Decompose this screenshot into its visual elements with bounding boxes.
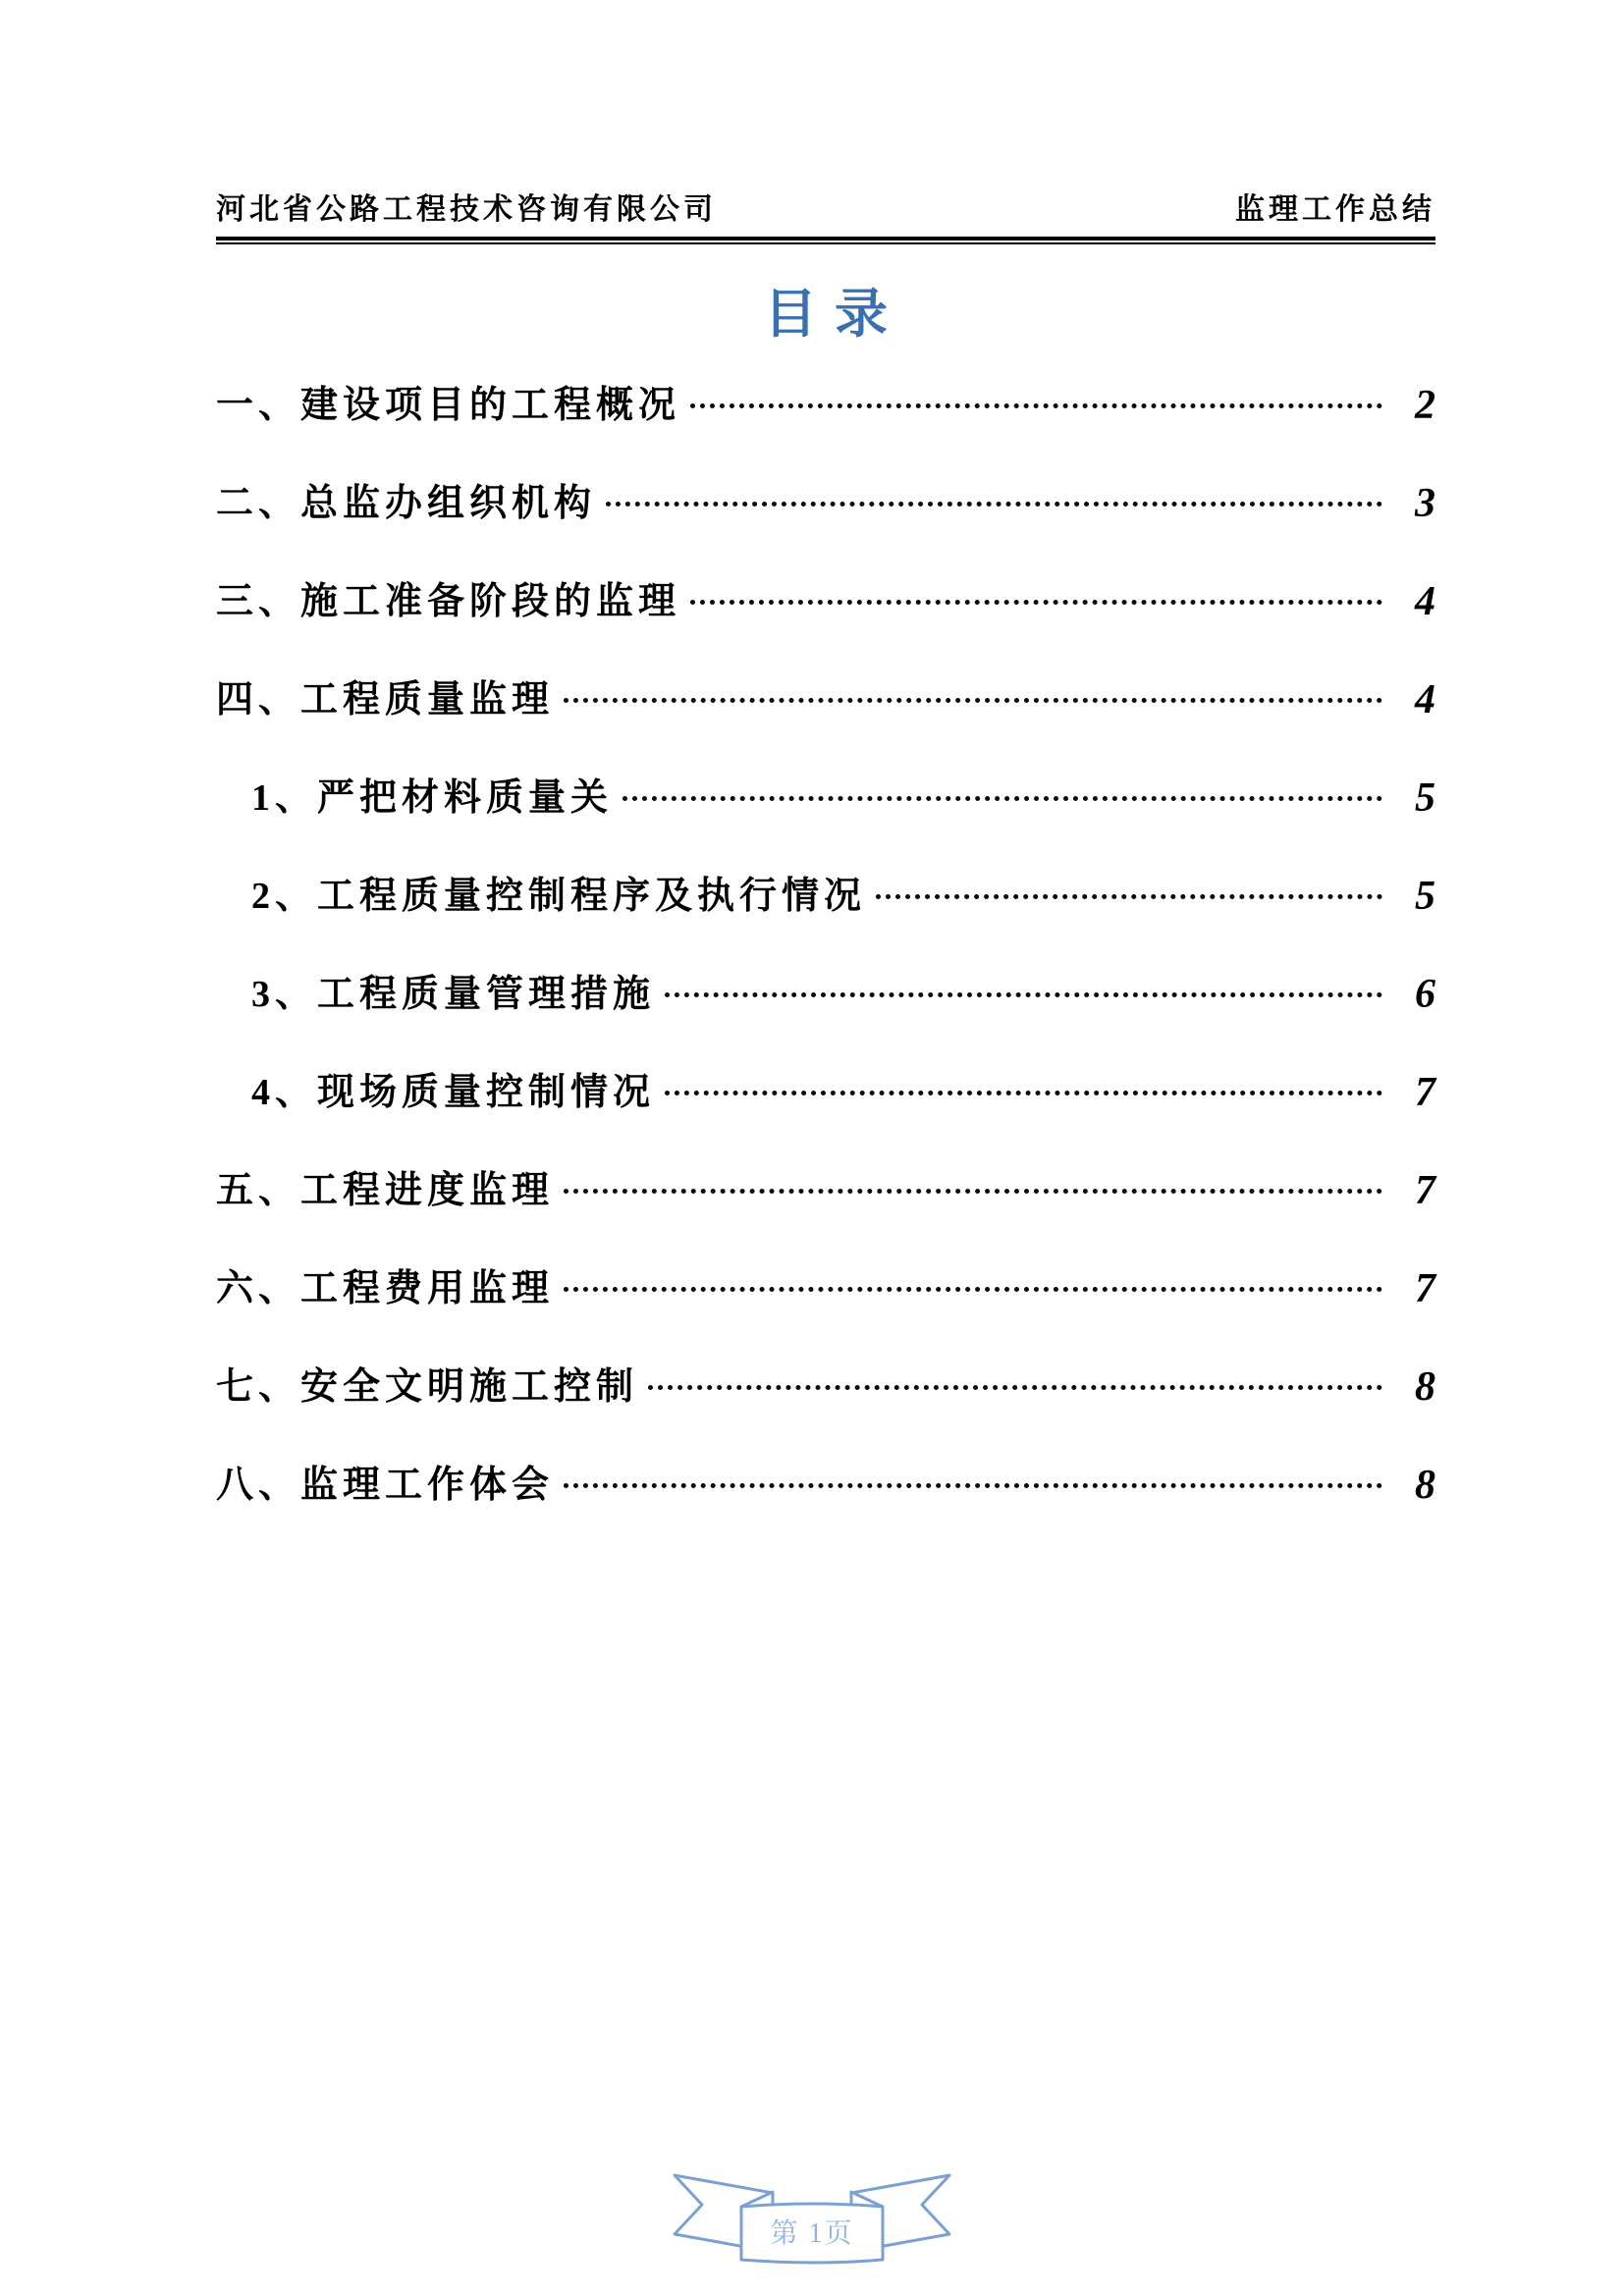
page-header xyxy=(216,192,1435,228)
toc-entry-label: 六、工程费用监理 xyxy=(216,1268,555,1310)
toc-entry xyxy=(216,1142,1435,1240)
toc-entry-page: 6 xyxy=(1415,972,1435,1018)
toc-entry-page: 7 xyxy=(1415,1070,1435,1116)
toc-entry-label: 1、严把材料质量关 xyxy=(251,777,614,820)
page-number-ribbon xyxy=(669,2163,955,2268)
toc-entry-page: 4 xyxy=(1415,579,1435,625)
toc-entry-label: 2、工程质量控制程序及执行情况 xyxy=(251,876,867,918)
toc-entry-page: 8 xyxy=(1415,1463,1435,1509)
toc-title: 目录 xyxy=(764,285,905,344)
header-doc-title: 监理工作总结 xyxy=(1235,193,1435,226)
toc-entry xyxy=(216,1043,1435,1142)
toc-entry-label: 四、工程质量监理 xyxy=(216,679,555,721)
toc-dot-leader xyxy=(665,1091,1382,1095)
toc-dot-leader xyxy=(564,1189,1382,1194)
toc-entry xyxy=(216,945,1435,1043)
toc-entry xyxy=(216,454,1435,553)
toc-entry-label: 五、工程进度监理 xyxy=(216,1170,555,1212)
toc-entry-page: 8 xyxy=(1415,1364,1435,1411)
header-rule xyxy=(216,237,1435,244)
toc-entry-label: 七、安全文明施工控制 xyxy=(216,1366,639,1409)
toc-entry-label: 一、建设项目的工程概况 xyxy=(216,385,681,427)
page-content xyxy=(216,0,1435,1534)
toc-dot-leader xyxy=(606,502,1382,507)
toc-entry-page: 7 xyxy=(1415,1266,1435,1312)
ribbon-banner-icon xyxy=(669,2163,955,2268)
toc-dot-leader xyxy=(564,1287,1382,1292)
toc-entry xyxy=(216,847,1435,945)
toc-entry xyxy=(216,553,1435,651)
toc-entry xyxy=(216,1436,1435,1534)
toc-entry xyxy=(216,356,1435,454)
toc-entry-page: 7 xyxy=(1415,1168,1435,1214)
toc-entry-label: 二、总监办组织机构 xyxy=(216,483,597,525)
toc-entry xyxy=(216,651,1435,749)
toc-dot-leader xyxy=(564,698,1382,703)
toc-list xyxy=(216,356,1435,1534)
toc-entry xyxy=(216,749,1435,847)
toc-dot-leader xyxy=(690,403,1382,408)
page-number-label: 第 1页 xyxy=(770,2218,854,2249)
toc-dot-leader xyxy=(564,1483,1382,1488)
toc-entry xyxy=(216,1240,1435,1338)
toc-entry-label: 八、监理工作体会 xyxy=(216,1465,555,1507)
toc-dot-leader xyxy=(648,1385,1382,1390)
toc-entry-label: 三、施工准备阶段的监理 xyxy=(216,581,681,623)
toc-entry-page: 5 xyxy=(1415,874,1435,920)
toc-entry-page: 3 xyxy=(1415,481,1435,527)
toc-dot-leader xyxy=(665,992,1382,997)
toc-entry-page: 5 xyxy=(1415,775,1435,822)
toc-dot-leader xyxy=(623,796,1382,801)
toc-entry-label: 3、工程质量管理措施 xyxy=(251,974,656,1016)
toc-entry-page: 2 xyxy=(1415,383,1435,429)
toc-entry-page: 4 xyxy=(1415,677,1435,723)
toc-entry-label: 4、现场质量控制情况 xyxy=(251,1072,656,1114)
toc-entry xyxy=(216,1338,1435,1436)
toc-dot-leader xyxy=(690,600,1382,605)
header-company-name: 河北省公路工程技术咨询有限公司 xyxy=(216,193,717,226)
toc-dot-leader xyxy=(876,894,1382,899)
